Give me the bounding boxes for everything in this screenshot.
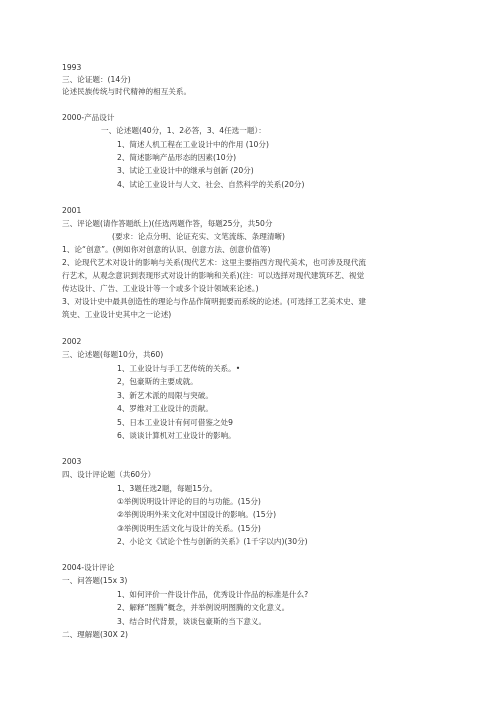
question-item: ③举例说明生活文化与设计的关系。(15分): [117, 524, 261, 533]
question-item: 5、日本工业设计有何可借鉴之处9: [117, 418, 233, 427]
question-item-cont: 传达设计、广告、工业设计等一个或多个设计领域来论述。): [62, 284, 259, 293]
question-item: 2、解释“图腾”概念，并举例说明图腾的文化意义。: [117, 603, 290, 612]
year-1993: 1993: [62, 63, 82, 72]
section-heading: 一、问答题(15x 3): [62, 576, 128, 585]
question-item: 2、简述影响产品形态的因素(10分): [117, 153, 237, 162]
question-item: 2、论现代艺术对设计的影响与关系(现代艺术：这里主要指西方现代美术，也可涉及现代流: [62, 258, 366, 267]
requirements-note: (要求：论点分明、论证充实、文笔流练、条理清晰): [112, 232, 285, 241]
question-item: 1、简述人机工程在工业设计中的作用 (10分): [117, 140, 269, 149]
question-item: 4、试论工业设计与人文、社会、自然科学的关系(20分): [117, 180, 305, 189]
section-heading: 三、评论题(请作答题纸上)(任选两题作答，每题25分，共50分: [62, 219, 273, 228]
section-heading: 四、设计评论题（共60分）: [62, 470, 156, 479]
question-item: 1、如何评价一件设计作品，优秀设计作品的标准是什么?: [117, 590, 309, 599]
question-text: 论述民族传统与时代精神的相互关系。: [62, 87, 192, 96]
question-item: 1、论“创意”。(例如你对创意的认识、创意方法、创意价值等): [62, 245, 271, 254]
question-item-cont: 筑史、工业设计史其中之一论述): [62, 310, 172, 319]
year-2000: 2000-产品设计: [62, 113, 115, 122]
question-item-cont: 行艺术，从观念意识到表现形式对设计的影响和关系)(注：可以选择对现代建筑环艺、视觉: [62, 271, 365, 280]
year-2004: 2004-设计评论: [62, 563, 115, 572]
question-item: 3、新艺术派的局限与突破。: [117, 391, 213, 400]
question-item: 3、对设计史中最具创造性的理论与作品作简明扼要而系统的论述。(可选择工艺美术史、建: [62, 297, 366, 306]
section-heading: 三、论述题(每题10分，共60): [62, 350, 164, 359]
question-item: 1、工业设计与手工艺传统的关系。•: [117, 364, 241, 373]
question-item: ②举例说明外来文化对中国设计的影响。(15分): [117, 510, 277, 519]
question-item: 2、小论文《试论个性与创新的关系》(1千字以内)(30分): [117, 537, 308, 546]
section-heading: 二、理解题(30X 2): [62, 630, 129, 639]
question-item: 3、试论工业设计中的继承与创新 (20分): [117, 166, 254, 175]
question-item: ①举例说明设计评论的目的与功能。(15分): [117, 497, 261, 506]
section-heading: 一、论述题(40分，1、2必答，3、4任选一题）：: [101, 126, 266, 135]
year-2003: 2003: [62, 457, 82, 466]
question-item: 4、罗维对工业设计的贡献。: [117, 404, 213, 413]
question-item: 1、3题任选2题，每题15分。: [117, 484, 218, 493]
question-item: 6、谈谈计算机对工业设计的影响。: [117, 431, 236, 440]
question-item: 2，包豪斯的主要成就。: [117, 377, 198, 386]
year-2002: 2002: [62, 337, 82, 346]
section-heading: 三、论证题：(14分): [62, 75, 131, 84]
question-item: 3、结合时代背景，谈谈包豪斯的当下意义。: [117, 617, 267, 626]
year-2001: 2001: [62, 206, 82, 215]
